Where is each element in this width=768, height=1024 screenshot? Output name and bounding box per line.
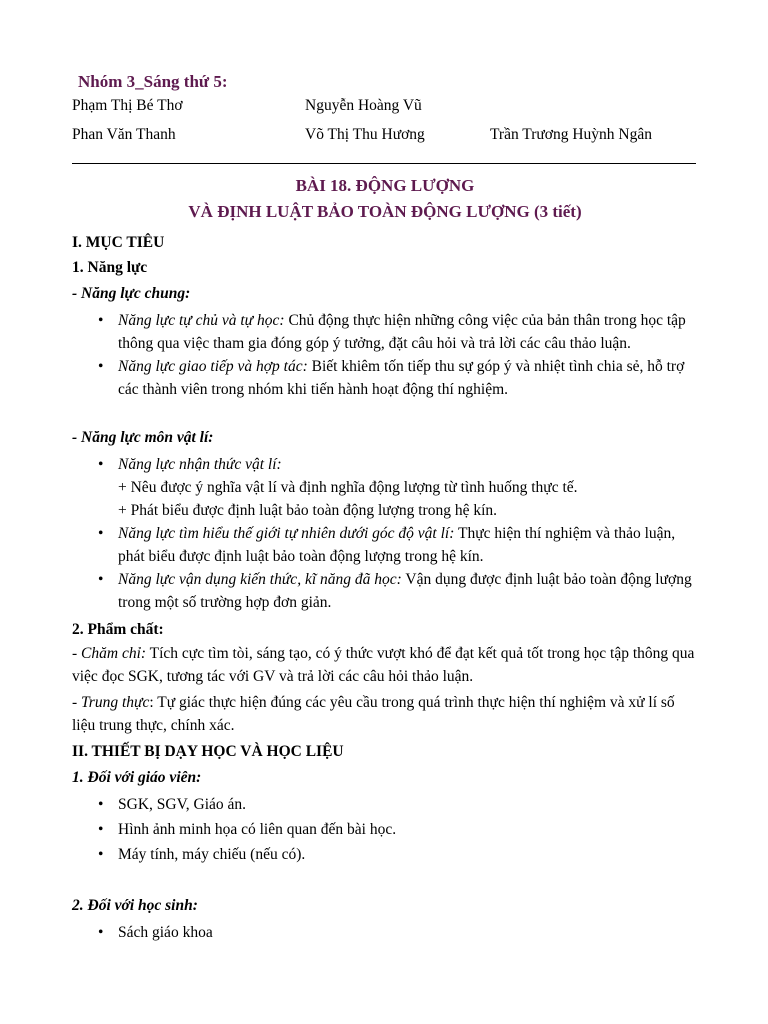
- bullet-icon: •: [98, 456, 104, 473]
- student-materials-list: [72, 921, 698, 944]
- bullet-icon: •: [98, 312, 104, 329]
- lesson-subtitle: VÀ ĐỊNH LUẬT BẢO TOÀN ĐỘNG LƯỢNG (3 tiết): [188, 202, 582, 221]
- subsection-heading: 1. Đối với giáo viên:: [72, 769, 202, 786]
- section-heading: I. MỤC TIÊU: [72, 234, 165, 251]
- list-item: • Năng lực tự chủ và tự học: Chủ động thực hiện những công việc của bản thân trong học tập thông qua việc tham gia đóng góp ý tưởng, đặt câu hỏi và trả lời các câu thảo luận.: [72, 309, 698, 355]
- member-name: Phan Văn Thanh: [72, 126, 176, 143]
- bullet-icon: •: [98, 525, 104, 542]
- physics-competence-list: [72, 453, 698, 614]
- subsection-heading: 2. Phẩm chất:: [72, 621, 164, 638]
- section-heading: II. THIẾT BỊ DẠY HỌC VÀ HỌC LIỆU: [72, 743, 344, 760]
- group-title: Nhóm 3_Sáng thứ 5:: [78, 72, 228, 91]
- list-item: • Máy tính, máy chiếu (nếu có).: [72, 843, 698, 866]
- teacher-materials-list: [72, 793, 698, 866]
- bullet-icon: •: [98, 924, 104, 941]
- list-item: • Sách giáo khoa: [72, 921, 698, 944]
- member-name: Nguyễn Hoàng Vũ: [305, 97, 422, 114]
- member-name: Trần Trương Huỳnh Ngân: [490, 126, 653, 143]
- list-item: • Năng lực nhận thức vật lí: + Nêu được ý nghĩa vật lí và định nghĩa động lượng từ tình huống thực tế. + Phát biểu được định luật bảo toàn động lượng trong hệ kín.: [72, 453, 698, 522]
- honesty-paragraph: - Trung thực: Tự giác thực hiện đúng các yêu cầu trong quá trình thực hiện thí nghiệm và xử lí số liệu trung thực, chính xác.: [72, 694, 675, 734]
- header-divider: [72, 163, 696, 164]
- diligence-paragraph: - Chăm chỉ: Tích cực tìm tòi, sáng tạo, có ý thức vượt khó để đạt kết quả tốt trong học tập thông qua việc đọc SGK, tương tác với GV và trả lời các câu hỏi thảo luận.: [72, 645, 695, 685]
- list-item: • Năng lực vận dụng kiến thức, kĩ năng đã học: Vận dụng được định luật bảo toàn động lượng trong một số trường hợp đơn giản.: [72, 568, 698, 614]
- list-item: • Năng lực giao tiếp và hợp tác: Biết khiêm tốn tiếp thu sự góp ý và nhiệt tình chia sẻ, hỗ trợ các thành viên trong nhóm khi tiến hành hoạt động thí nghiệm.: [72, 355, 698, 401]
- list-item: • Năng lực tìm hiểu thế giới tự nhiên dưới góc độ vật lí: Thực hiện thí nghiệm và thảo luận, phát biểu được định luật bảo toàn động lượng trong hệ kín.: [72, 522, 698, 568]
- bullet-icon: •: [98, 358, 104, 375]
- general-competence-list: [72, 309, 698, 401]
- subsection-heading: - Năng lực chung:: [72, 285, 191, 302]
- bullet-icon: •: [98, 796, 104, 813]
- list-item: • Hình ảnh minh họa có liên quan đến bài học.: [72, 818, 698, 841]
- lesson-title: BÀI 18. ĐỘNG LƯỢNG: [295, 176, 475, 195]
- member-name: Phạm Thị Bé Thơ: [72, 97, 183, 114]
- subsection-heading: - Năng lực môn vật lí:: [72, 429, 214, 446]
- bullet-icon: •: [98, 821, 104, 838]
- bullet-icon: •: [98, 846, 104, 863]
- subsection-heading: 2. Đối với học sinh:: [72, 897, 198, 914]
- member-name: Võ Thị Thu Hương: [305, 126, 425, 143]
- subsection-heading: 1. Năng lực: [72, 259, 148, 276]
- list-item: • SGK, SGV, Giáo án.: [72, 793, 698, 816]
- bullet-icon: •: [98, 571, 104, 588]
